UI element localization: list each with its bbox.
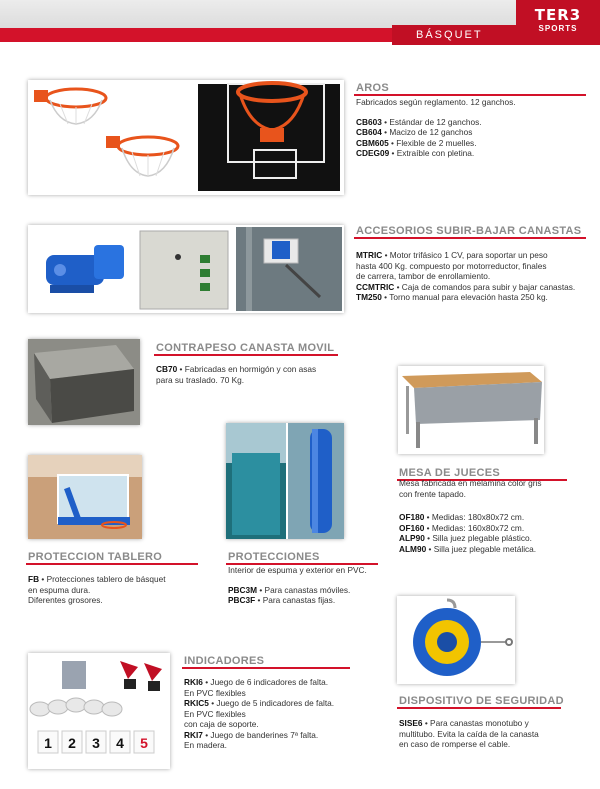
item-desc: • Silla juez plegable plástico. — [424, 533, 532, 543]
item-code: FB — [28, 574, 40, 584]
item-desc-cont: en caso de romperse el cable. — [399, 739, 511, 749]
item-desc: • Para canastas monotubo y — [422, 718, 529, 728]
mesa-text — [399, 478, 589, 554]
proteccion-tablero-title: PROTECCION TABLERO — [28, 551, 163, 563]
item-desc-cont: de carrera, tambor de enrollamiento. — [356, 271, 491, 281]
item-code: PBC3F — [228, 595, 256, 605]
item-desc-cont: En PVC flexibles — [184, 708, 246, 719]
protecciones-image — [226, 423, 344, 539]
header-band — [0, 0, 600, 28]
contrapeso-title: CONTRAPESO CANASTA MOVIL — [156, 342, 335, 354]
mesa-item — [399, 523, 589, 534]
item-desc-cont: Diferentes grosores. — [28, 595, 103, 605]
protecciones-intro: Interior de espuma y exterior en PVC. — [228, 565, 367, 575]
accesorios-item — [356, 282, 596, 293]
proteccion-tablero-image-card — [28, 455, 142, 539]
dispositivo-rule — [397, 707, 561, 709]
item-code: ALM90 — [399, 543, 427, 554]
protecciones-title: PROTECCIONES — [228, 551, 320, 563]
aros-item — [356, 148, 596, 159]
item-desc-cont: En madera. — [184, 740, 227, 750]
proteccion-tablero-rule — [26, 563, 198, 565]
item-desc: • Medidas: 160x80x72 cm. — [424, 522, 525, 533]
dispositivo-text — [399, 718, 589, 750]
item-desc-cont: para su traslado. 70 Kg. — [156, 374, 245, 385]
brand-sub: SPORTS — [538, 24, 578, 33]
item-code: TM250 — [356, 292, 382, 302]
accesorios-image — [28, 225, 344, 313]
mesa-item — [399, 533, 589, 544]
item-desc: • Estándar de 12 ganchos. — [381, 116, 482, 127]
item-code: CB70 — [156, 364, 178, 374]
proteccion-tablero-image — [28, 455, 142, 539]
item-code: RKIC5 — [184, 698, 209, 708]
item-code: RKI6 — [184, 677, 203, 687]
item-code: PBC3M — [228, 584, 258, 595]
aros-title: AROS — [356, 82, 389, 94]
dispositivo-image — [397, 596, 515, 684]
paddle-number: 5 — [140, 735, 148, 751]
accesorios-rule — [354, 237, 586, 239]
item-desc: • Motor trifásico 1 CV, para soportar un peso — [382, 250, 548, 260]
protecciones-item — [228, 595, 398, 606]
item-code: CB603 — [356, 116, 382, 127]
item-code: CBM605 — [356, 137, 389, 148]
paddle-number: 3 — [92, 735, 100, 751]
aros-text — [356, 97, 596, 159]
aros-item — [356, 127, 596, 138]
paddle-number: 1 — [44, 735, 52, 751]
accesorios-item — [356, 250, 596, 261]
paddle-number: 2 — [68, 735, 76, 751]
item-desc: • Protecciones tablero de básquet — [39, 574, 166, 584]
item-desc: • Flexible de 2 muelles. — [388, 137, 477, 148]
indicadores-image-card — [28, 653, 170, 769]
accesorios-text — [356, 250, 596, 303]
item-desc: • Silla juez plegable metálica. — [426, 543, 537, 554]
protecciones-item — [228, 585, 398, 596]
item-code: CB604 — [356, 127, 382, 137]
item-desc-cont: multitubo. Evita la caída de la canasta — [399, 728, 539, 739]
proteccion-tablero-text — [28, 574, 198, 606]
item-desc: • Fabricadas en hormigón y con asas — [177, 364, 317, 374]
mesa-item — [399, 544, 589, 555]
mesa-intro: con frente tapado. — [399, 488, 466, 499]
brand-name: TER3 — [534, 6, 582, 24]
item-desc: • Torno manual para elevación hasta 250 kg. — [381, 292, 548, 302]
item-desc: • Extraíble con pletina. — [389, 148, 475, 158]
aros-image-card — [28, 80, 344, 195]
paddle-number: 4 — [116, 735, 124, 751]
dispositivo-title: DISPOSITIVO DE SEGURIDAD — [399, 695, 564, 707]
contrapeso-image-card — [28, 339, 140, 425]
item-code: SISE6 — [399, 718, 423, 728]
item-desc-cont: con caja de soporte. — [184, 719, 259, 729]
item-code: CDEG09 — [356, 148, 390, 158]
aros-item — [356, 138, 596, 149]
item-code: CCMTRIC — [356, 281, 395, 292]
indicadores-title: INDICADORES — [184, 655, 265, 667]
item-desc: • Juego de 5 indicadores de falta. — [208, 698, 335, 708]
mesa-image-card — [398, 366, 544, 454]
item-desc-cont: en espuma dura. — [28, 584, 91, 595]
indicadores-rule — [182, 667, 350, 669]
item-code: OF160 — [399, 522, 425, 533]
indicadores-item — [184, 730, 374, 741]
item-desc: • Macizo de 12 ganchos — [381, 127, 473, 137]
indicadores-item — [184, 677, 374, 688]
item-code: MTRIC — [356, 250, 383, 260]
item-desc: • Caja de comandos para subir y bajar canastas. — [394, 281, 576, 292]
item-desc: • Juego de banderines 7ª falta. — [202, 729, 319, 740]
item-code: ALP90 — [399, 533, 425, 543]
protecciones-image-card — [226, 423, 344, 539]
item-desc: • Medidas: 180x80x72 cm. — [424, 512, 525, 522]
accesorios-item — [356, 292, 596, 303]
aros-intro: Fabricados según reglamento. 12 ganchos. — [356, 97, 516, 107]
mesa-item — [399, 512, 589, 523]
accesorios-title: ACCESORIOS SUBIR-BAJAR CANASTAS — [356, 225, 582, 237]
item-desc-cont: En PVC flexibles — [184, 687, 246, 698]
item-desc: • Juego de 6 indicadores de falta. — [202, 677, 329, 687]
contrapeso-rule — [154, 354, 338, 356]
brand-logo — [516, 0, 600, 44]
item-desc-cont: hasta 400 Kg. compuesto por motorreductor, finales — [356, 260, 547, 271]
section-title: BÁSQUET — [392, 25, 600, 45]
indicadores-text — [184, 677, 374, 751]
mesa-intro: Mesa fabricada en melamina color gris — [399, 478, 542, 488]
item-code: OF180 — [399, 512, 425, 522]
contrapeso-image — [28, 339, 140, 425]
indicadores-image — [28, 653, 170, 769]
aros-image — [28, 80, 344, 195]
accesorios-image-card — [28, 225, 344, 313]
item-desc: • Para canastas fijas. — [255, 595, 336, 605]
indicadores-item — [184, 698, 374, 709]
aros-item — [356, 117, 596, 128]
protecciones-text — [228, 565, 398, 606]
aros-rule — [354, 94, 586, 96]
dispositivo-image-card — [397, 596, 515, 684]
mesa-title: MESA DE JUECES — [399, 467, 500, 479]
contrapeso-text — [156, 364, 346, 385]
item-code: RKI7 — [184, 729, 203, 740]
item-desc: • Para canastas móviles. — [257, 584, 351, 595]
mesa-image — [398, 366, 544, 454]
